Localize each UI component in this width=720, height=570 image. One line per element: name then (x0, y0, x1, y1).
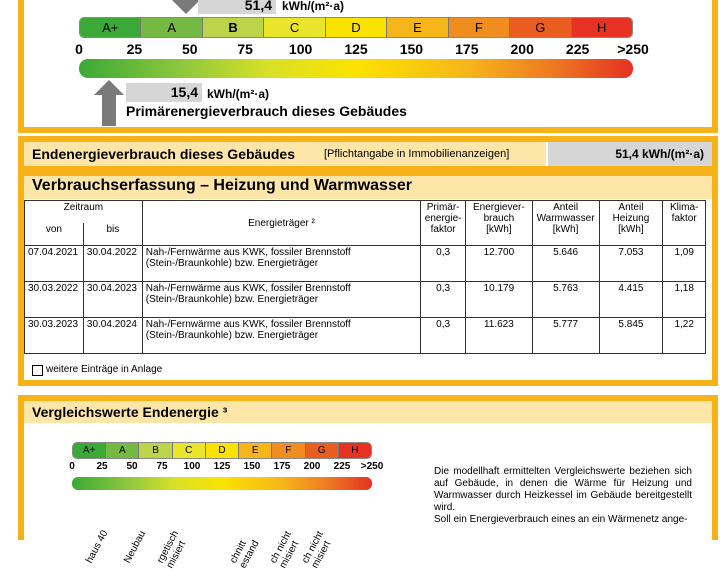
endenergie-value: 51,4 (244, 0, 272, 13)
class-a-segment: A (141, 18, 202, 37)
tick-label: 100 (288, 41, 313, 57)
primaer-unit: kWh/(m²·a) (207, 87, 269, 101)
cell-warmwasser: 5.763 (532, 282, 599, 318)
class-c-segment: C (264, 18, 325, 37)
tick-label: 125 (213, 461, 231, 472)
cell-verbrauch: 11.623 (466, 318, 533, 354)
tick-label: 150 (243, 461, 261, 472)
tick-label: 175 (273, 461, 291, 472)
compare-description: Die modellhaft ermittelten Vergleichswerte beziehen sich auf Gebäude, in denen die Wärme für Heizung und Warmwasser durch Heizkessel im Gebäude bereitgestellt wird. Soll ein Energieverbrauch eines an ein Wärmenetz ange- (434, 466, 692, 525)
scale-ticks (75, 41, 649, 57)
class-g-segment: G (306, 443, 339, 458)
tick-label: 125 (344, 41, 368, 57)
reference-label: chnitt estand (228, 538, 262, 570)
more-entries-label: weitere Einträge in Anlage (46, 364, 163, 375)
cell-verbrauch: 10.179 (466, 282, 533, 318)
compare-class-bar (72, 442, 372, 459)
tick-label: 150 (399, 41, 424, 57)
col-verbrauch: Energiever- brauch [kWh] (466, 201, 533, 246)
cell-warmwasser: 5.646 (532, 246, 599, 282)
cell-klima: 1,18 (663, 282, 706, 318)
class-a-segment: A (106, 443, 139, 458)
primaer-value: 15,4 (170, 84, 198, 100)
table-row (25, 282, 706, 318)
tick-label: 0 (75, 41, 83, 57)
cell-heizung: 7.053 (599, 246, 663, 282)
more-entries-checkbox[interactable] (32, 365, 43, 376)
endenergie-value-box (198, 0, 276, 14)
class-b-segment: B (203, 18, 264, 37)
col-heizung: Anteil Heizung [kWh] (599, 201, 663, 246)
class-g-segment: G (510, 18, 571, 37)
tick-label: 225 (333, 461, 351, 472)
cell-traeger: Nah-/Fernwärme aus KWK, fossiler Brennstoff (Stein-/Braunkohle) bzw. Energieträger (142, 318, 420, 354)
cell-faktor: 0,3 (421, 282, 466, 318)
cell-faktor: 0,3 (421, 246, 466, 282)
cell-traeger: Nah-/Fernwärme aus KWK, fossiler Brennstoff (Stein-/Braunkohle) bzw. Energieträger (142, 282, 420, 318)
endenergie-pointer-icon (172, 0, 200, 14)
cell-von: 07.04.2021 (25, 246, 84, 282)
class-h-segment: H (572, 18, 632, 37)
reference-label: Neubau (122, 529, 149, 566)
class-aplus-segment: A+ (73, 443, 106, 458)
cell-heizung: 4.415 (599, 282, 663, 318)
consumption-table (24, 200, 706, 354)
tick-label: 50 (182, 41, 198, 57)
primaer-value-box (126, 83, 202, 102)
tick-label: >250 (360, 461, 384, 472)
class-f-segment: F (449, 18, 510, 37)
endenergie-unit: kWh/(m²·a) (282, 0, 344, 13)
tick-label: 200 (303, 461, 321, 472)
table-row (25, 246, 706, 282)
cell-heizung: 5.845 (599, 318, 663, 354)
cell-traeger: Nah-/Fernwärme aus KWK, fossiler Brennstoff (Stein-/Braunkohle) bzw. Energieträger (142, 246, 420, 282)
class-f-segment: F (272, 443, 305, 458)
endenergie-row-note: [Pflichtangabe in Immobilienanzeigen] (324, 148, 510, 160)
efficiency-class-bar (79, 17, 633, 38)
class-aplus-segment: A+ (80, 18, 141, 37)
endenergie-row-value: 51,4 kWh/(m²·a) (548, 142, 712, 166)
endenergie-row-label: Endenergieverbrauch dieses Gebäudes (32, 146, 295, 162)
reference-label: rgetisch misiert (155, 529, 189, 570)
tick-label: 75 (237, 41, 253, 57)
col-warmwasser: Anteil Warmwasser [kWh] (532, 201, 599, 246)
compare-gradient (72, 477, 372, 490)
efficiency-gradient (79, 59, 633, 78)
class-h-segment: H (339, 443, 371, 458)
class-c-segment: C (173, 443, 206, 458)
tick-label: 100 (183, 461, 201, 472)
consumption-title: Verbrauchserfassung – Heizung und Warmwasser (32, 177, 412, 194)
cell-bis: 30.04.2023 (83, 282, 142, 318)
class-b-segment: B (139, 443, 172, 458)
cell-warmwasser: 5.777 (532, 318, 599, 354)
col-klima: Klima- faktor (663, 201, 706, 246)
col-energietraeger: Energieträger ² (142, 201, 420, 246)
col-zeitraum: Zeitraum (25, 201, 143, 224)
tick-label: 225 (565, 41, 590, 57)
tick-label: 25 (126, 41, 143, 57)
cell-bis: 30.04.2024 (83, 318, 142, 354)
cell-von: 30.03.2022 (25, 282, 84, 318)
reference-label: ch nicht misiert (268, 529, 302, 570)
cell-von: 30.03.2023 (25, 318, 84, 354)
tick-label: 25 (96, 461, 108, 472)
table-row (25, 318, 706, 354)
class-e-segment: E (239, 443, 272, 458)
col-von: von (25, 223, 84, 246)
tick-label: 0 (69, 461, 75, 472)
cell-faktor: 0,3 (421, 318, 466, 354)
tick-label: 175 (455, 41, 479, 57)
reference-label: haus 40 (84, 528, 111, 566)
col-bis: bis (83, 223, 142, 246)
class-e-segment: E (387, 18, 448, 37)
tick-label: 75 (156, 461, 168, 472)
cell-klima: 1,09 (663, 246, 706, 282)
primaer-label: Primärenergieverbrauch dieses Gebäudes (126, 103, 407, 119)
col-primaer: Primär- energie- faktor (421, 201, 466, 246)
primaer-pointer-icon (94, 80, 124, 126)
class-d-segment: D (206, 443, 239, 458)
tick-label: 200 (510, 41, 534, 57)
cell-bis: 30.04.2022 (83, 246, 142, 282)
compare-title: Vergleichswerte Endenergie ³ (32, 404, 228, 420)
compare-ticks (69, 461, 384, 475)
class-d-segment: D (326, 18, 387, 37)
tick-label: >250 (617, 41, 649, 57)
cell-klima: 1,22 (663, 318, 706, 354)
tick-label: 50 (126, 461, 138, 472)
reference-label: ch nicht misiert (300, 529, 334, 570)
cell-verbrauch: 12.700 (466, 246, 533, 282)
